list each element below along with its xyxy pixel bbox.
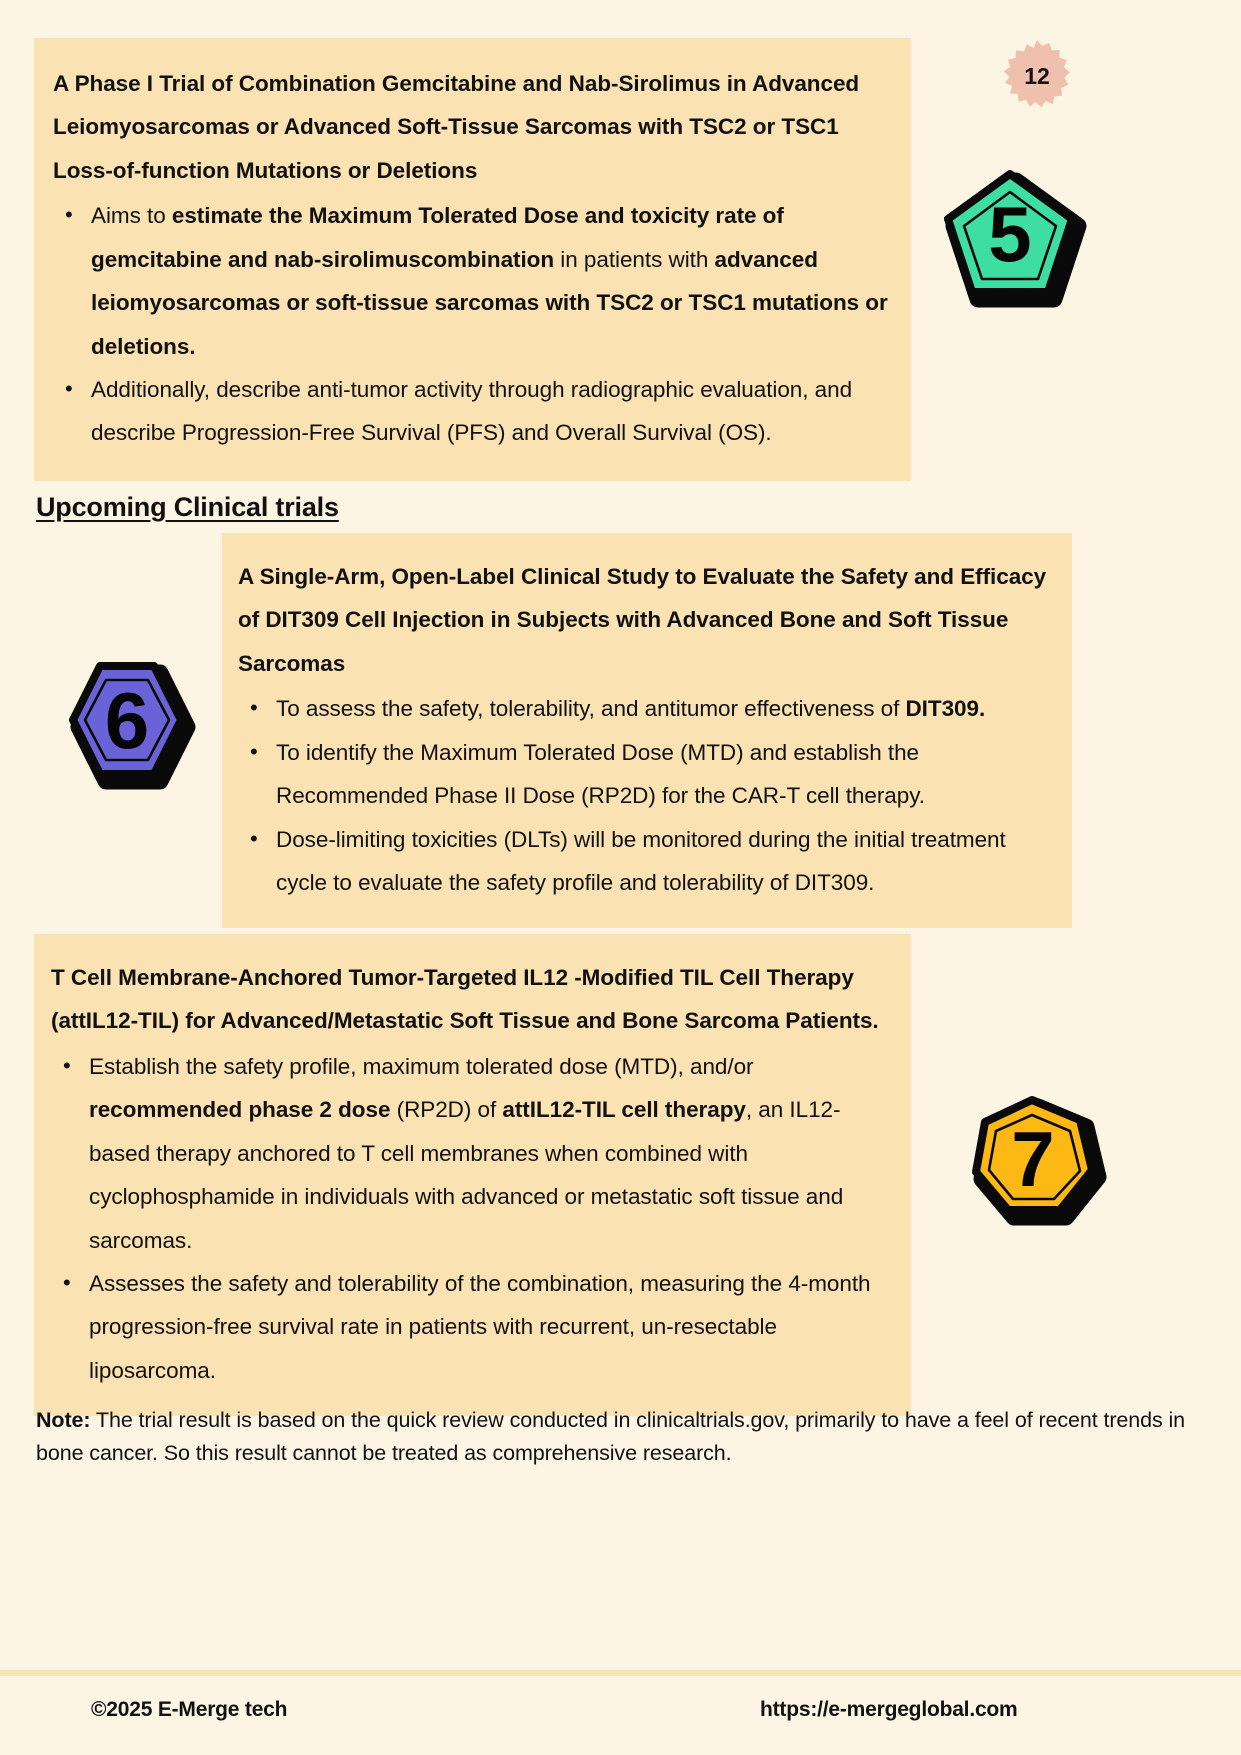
bullet-text: Additionally, describe anti-tumor activity through radiographic evaluation, and describe Progression-Free Survival (PFS) and Overall Survival (OS). [91,376,853,446]
badge-number-5: 5 [988,190,1032,278]
bullet-text: Aims to estimate the Maximum Tolerated Dose and toxicity rate of gemcitabine and nab-sirolimuscombination in patients with advanced leiomyosarcomas or soft-tissue sarcomas with TSC2 or TSC1 mutations or deletions. [91,203,888,359]
bullet-text: To assess the safety, tolerability, and antitumor effectiveness of DIT309. [276,696,986,722]
list-item [89,1045,897,1262]
note-text: The trial result is based on the quick review conducted in clinicaltrials.gov, primarily to have a feel of recent trends in bone cancer. So this result cannot be treated as comprehensive research. [36,1408,1186,1465]
section-badge-5 [938,158,1086,310]
list-item [276,818,1060,905]
badge-number-6: 6 [104,676,150,765]
trial-bullets-7 [43,1045,897,1392]
list-item [89,1262,897,1392]
list-item [91,194,893,368]
trial-title-6: A Single-Arm, Open-Label Clinical Study to Evaluate the Safety and Efficacy of DIT309 Cell Injection in Subjects with Advanced Bone and Soft Tissue Sarcomas [238,564,1047,676]
bullet-text: To identify the Maximum Tolerated Dose (MTD) and establish the Recommended Phase II Dose (RP2D) for the CAR-T cell therapy. [276,739,925,809]
disclaimer-note [36,1404,1208,1469]
trial-bullets-6 [228,687,1060,904]
badge-number-7: 7 [1011,1115,1055,1203]
list-item [91,368,893,455]
trial-card-7 [34,934,911,1416]
bullet-text: Assesses the safety and tolerability of the combination, measuring the 4-month progression-free survival rate in patients with recurrent, un-resectable liposarcoma. [89,1270,871,1383]
trial-card-6 [222,533,1072,928]
page-number-label: 12 [1024,62,1050,89]
upcoming-clinical-trials-heading: Upcoming Clinical trials [36,492,339,522]
bullet-text: Establish the safety profile, maximum tolerated dose (MTD), and/or recommended phase 2 dose (RP2D) of attIL12-TIL cell therapy, an IL12-based therapy anchored to T cell membranes when combined with cyclophosphamide in individuals with advanced or metastatic soft tissue and sarcomas. [89,1053,844,1253]
page-footer [0,1676,1241,1755]
bullet-text: Dose-limiting toxicities (DLTs) will be monitored during the initial treatment cycle to evaluate the safety profile and tolerability of DIT309. [276,826,1006,895]
section-badge-6 [50,644,204,796]
footer-copyright: ©2025 E-Merge tech [91,1698,288,1721]
section-badge-7 [958,1082,1110,1234]
page-number-badge [1001,40,1073,112]
trial-title-7: T Cell Membrane-Anchored Tumor-Targeted IL12 -Modified TIL Cell Therapy (attIL12-TIL) for Advanced/Metastatic Soft Tissue and Bone Sarcoma Patients. [51,965,879,1034]
trial-title-5: A Phase I Trial of Combination Gemcitabine and Nab-Sirolimus in Advanced Leiomyosarcomas or Advanced Soft-Tissue Sarcomas with TSC2 or TSC1 Loss-of-function Mutations or Deletions [53,71,860,183]
footer-url[interactable]: https://e-mergeglobal.com [760,1698,1018,1721]
trial-bullets-5 [45,194,893,455]
note-label: Note: [36,1408,91,1432]
list-item [276,687,1060,730]
trial-card-5 [34,38,911,481]
list-item [276,731,1060,818]
